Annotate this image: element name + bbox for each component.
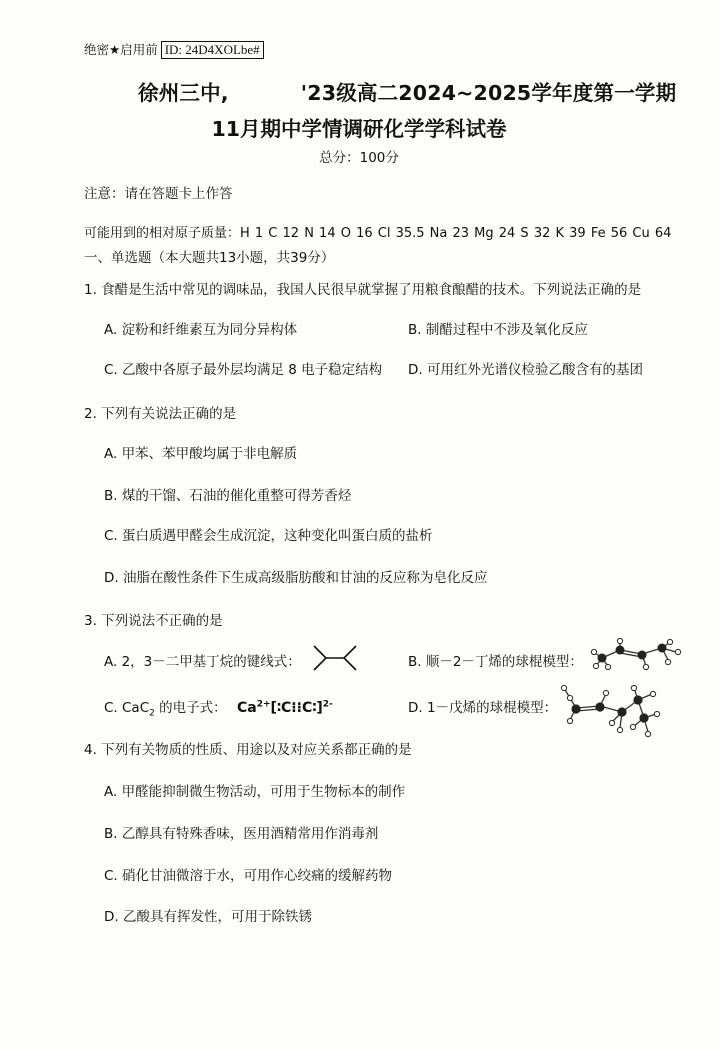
option-c-prefix: C. CaC (104, 700, 150, 716)
carbon-atom (595, 702, 604, 711)
question-1-option-b: B. 制醋过程中不涉及氧化反应 (408, 322, 588, 338)
hydrogen-atom (665, 659, 670, 664)
hydrogen-atom (630, 724, 635, 729)
question-3-option-c (104, 696, 333, 719)
title-grade-term: '23级高二2024~2025学年度第一学期 (300, 81, 677, 105)
question-1-option-c: C. 乙酸中各原子最外层均满足 8 电子稳定结构 (104, 362, 383, 378)
header-secret-line (84, 40, 264, 59)
hydrogen-atom (643, 664, 648, 669)
exam-note: 注意：请在答题卡上作答 (84, 186, 233, 202)
electron-formula-cac2 (237, 700, 333, 716)
hydrogen-atom (603, 690, 608, 695)
page-title-line2: 11月期中学情调研化学学科试卷 (211, 117, 507, 141)
hydrogen-atom (645, 731, 650, 736)
question-3-option-a: A. 2，3－二甲基丁烷的键线式： (104, 654, 301, 670)
page-title-line1 (138, 76, 676, 106)
formula-acetylide: [∶C⁝⁝C∶] (270, 700, 323, 716)
question-4-option-d: D. 乙酸具有挥发性，可用于除铁锈 (104, 909, 312, 925)
hydrogen-atom (591, 649, 596, 654)
option-c-subscript: 2 (149, 708, 155, 719)
ball-stick-model-cis-2-butene (590, 638, 686, 672)
question-1-option-d: D. 可用红外光谱仪检验乙酸含有的基团 (408, 362, 643, 378)
question-1-stem: 1. 食醋是生活中常见的调味品，我国人民很早就掌握了用粮食酿醋的技术。下列说法正确的是 (84, 282, 642, 298)
atomic-masses: 可能用到的相对原子质量：H 1 C 12 N 14 O 16 Cl 35.5 Na 23 Mg 24 S 32 K 39 Fe 56 Cu 64 (84, 226, 672, 241)
formula-acetylide-charge: 2- (322, 699, 333, 710)
total-score: 总分：100分 (319, 150, 399, 166)
secret-label: 绝密★启用前 (84, 42, 158, 57)
hydrogen-atom (605, 664, 610, 669)
skeletal-bond-right (344, 646, 356, 670)
formula-calcium: Ca (236, 700, 257, 716)
hydrogen-atom (667, 639, 672, 644)
question-4-option-c: C. 硝化甘油微溶于水，可用作心绞痛的缓解药物 (104, 868, 393, 884)
carbon-atom (616, 646, 625, 655)
question-4-stem: 4. 下列有关物质的性质、用途以及对应关系都正确的是 (84, 742, 412, 758)
carbon-atom (617, 707, 626, 716)
hydrogen-atom (617, 638, 622, 643)
option-c-suffix: 的电子式： (154, 700, 227, 716)
title-school: 徐州三中, (138, 81, 229, 105)
hydrogen-atom (650, 691, 655, 696)
skeletal-formula-2-3-dimethylbutane (312, 644, 358, 672)
hydrogen-atom (675, 649, 680, 654)
hydrogen-atom (593, 663, 598, 668)
hydrogen-atom (609, 720, 614, 725)
hydrogen-atom (654, 711, 659, 716)
hydrogen-atom (561, 685, 566, 690)
question-2-option-a: A. 甲苯、苯甲酸均属于非电解质 (104, 446, 298, 462)
question-4-option-a: A. 甲醛能抑制微生物活动，可用于生物标本的制作 (104, 784, 406, 800)
skeletal-bond-left (314, 646, 326, 670)
id-box: ID: 24D4XOLbe# (161, 41, 264, 59)
hydrogen-atom (567, 695, 572, 700)
carbon-atom (658, 644, 667, 653)
question-2-option-b: B. 煤的干馏、石油的催化重整可得芳香烃 (104, 488, 352, 504)
hydrogen-atom (631, 685, 636, 690)
carbon-atom (598, 654, 607, 663)
hydrogen-atom (567, 718, 572, 723)
carbon-atom (633, 695, 642, 704)
carbon-atom (639, 713, 648, 722)
hydrogen-atom (617, 727, 622, 732)
question-4-option-b: B. 乙醇具有特殊香味，医用酒精常用作消毒剂 (104, 826, 379, 842)
question-2-option-d: D. 油脂在酸性条件下生成高级脂肪酸和甘油的反应称为皂化反应 (104, 570, 488, 586)
question-2-option-c: C. 蛋白质遇甲醛会生成沉淀，这种变化叫蛋白质的盐析 (104, 528, 433, 544)
formula-calcium-charge: 2+ (256, 699, 271, 710)
section-title: 一、单选题（本大题共13小题，共39分） (84, 250, 335, 266)
question-3-option-d: D. 1－戊烯的球棍模型： (408, 700, 558, 716)
question-2-stem: 2. 下列有关说法正确的是 (84, 406, 237, 422)
question-3-option-b: B. 顺－2－丁烯的球棍模型： (408, 654, 583, 670)
carbon-atom (638, 651, 647, 660)
question-3-stem: 3. 下列说法不正确的是 (84, 613, 223, 629)
ball-stick-model-1-pentene (560, 684, 664, 742)
carbon-atom (571, 704, 580, 713)
question-1-option-a: A. 淀粉和纤维素互为同分异构体 (104, 322, 298, 338)
